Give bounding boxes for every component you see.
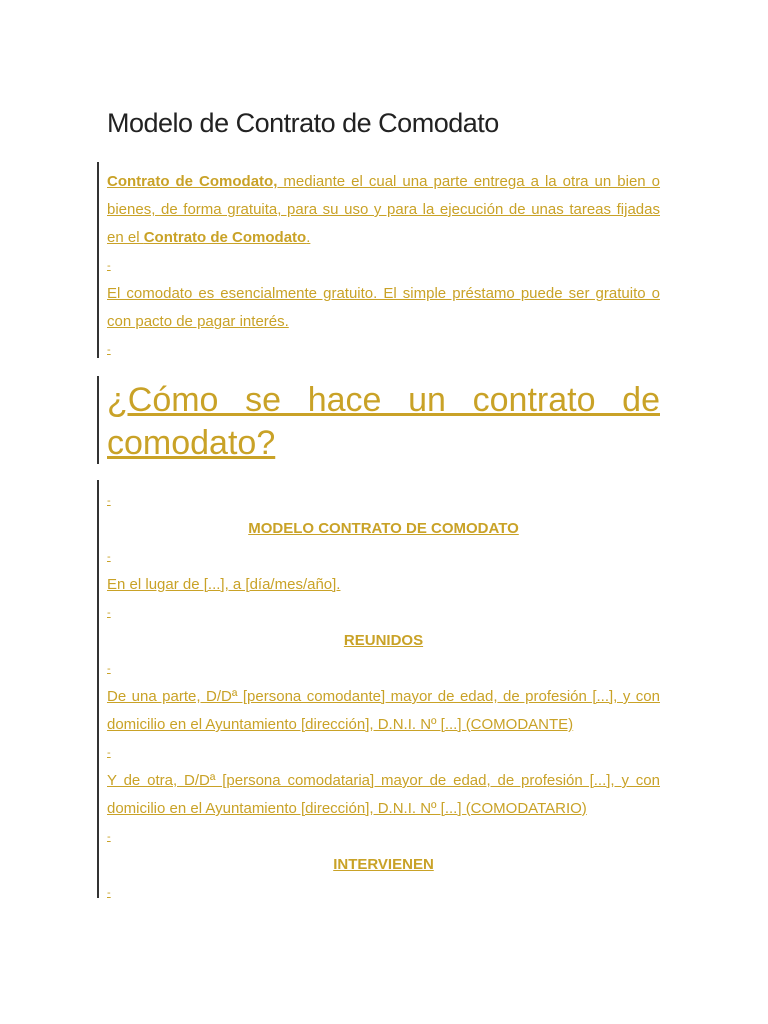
question-heading[interactable]: ¿Cómo se hace un contrato de comodato? <box>107 381 660 462</box>
intro-second-paragraph[interactable]: El comodato es esencialmente gratuito. El simple préstamo puede ser gratuito o con pacto de pagar interés. <box>107 285 660 330</box>
party-comodante[interactable]: De una parte, D/Dª [persona comodante] mayor de edad, de profesión [...], y con domicilio en el Ayuntamiento [dirección], D.N.I. Nº [...] (COMODANTE) <box>107 688 660 733</box>
place-date-line[interactable]: En el lugar de [...], a [día/mes/año]. <box>107 576 341 593</box>
question-block <box>107 379 660 465</box>
dash-separator: - <box>107 344 111 356</box>
intro-text: mediante el cual una parte entrega a la otra un bien o bienes, de forma gratuita, para su uso y para la ejecución de unas tareas fijadas en el <box>107 173 661 246</box>
left-border-intro <box>97 162 99 358</box>
party-comodatario[interactable]: Y de otra, D/Dª [persona comodataria] mayor de edad, de profesión [...], y con domicilio en el Ayuntamiento [dirección], D.N.I. Nº [...] (COMODATARIO) <box>107 772 660 817</box>
contract-heading[interactable]: MODELO CONTRATO DE COMODATO <box>248 520 519 537</box>
reunidos-heading[interactable]: REUNIDOS <box>343 632 424 649</box>
dash-separator: - <box>107 260 111 272</box>
intro-end: . <box>306 229 311 246</box>
dash-separator: - <box>107 831 111 843</box>
intro-paragraph[interactable] <box>107 168 660 252</box>
dash-separator: - <box>107 887 111 899</box>
page-title: Modelo de Contrato de Comodato <box>107 108 499 138</box>
contract-block <box>107 487 660 907</box>
intervienen-heading[interactable]: INTERVIENEN <box>333 856 434 873</box>
dash-separator: - <box>107 747 111 759</box>
left-border-contract <box>97 480 99 898</box>
intro-bold-end: Contrato de Comodato <box>143 229 307 246</box>
dash-separator: - <box>107 495 111 507</box>
intro-block <box>107 168 660 364</box>
dash-separator: - <box>107 663 111 675</box>
intro-bold-lead: Contrato de Comodato, <box>107 173 278 190</box>
dash-separator: - <box>107 607 111 619</box>
dash-separator: - <box>107 551 111 563</box>
left-border-question <box>97 376 99 464</box>
